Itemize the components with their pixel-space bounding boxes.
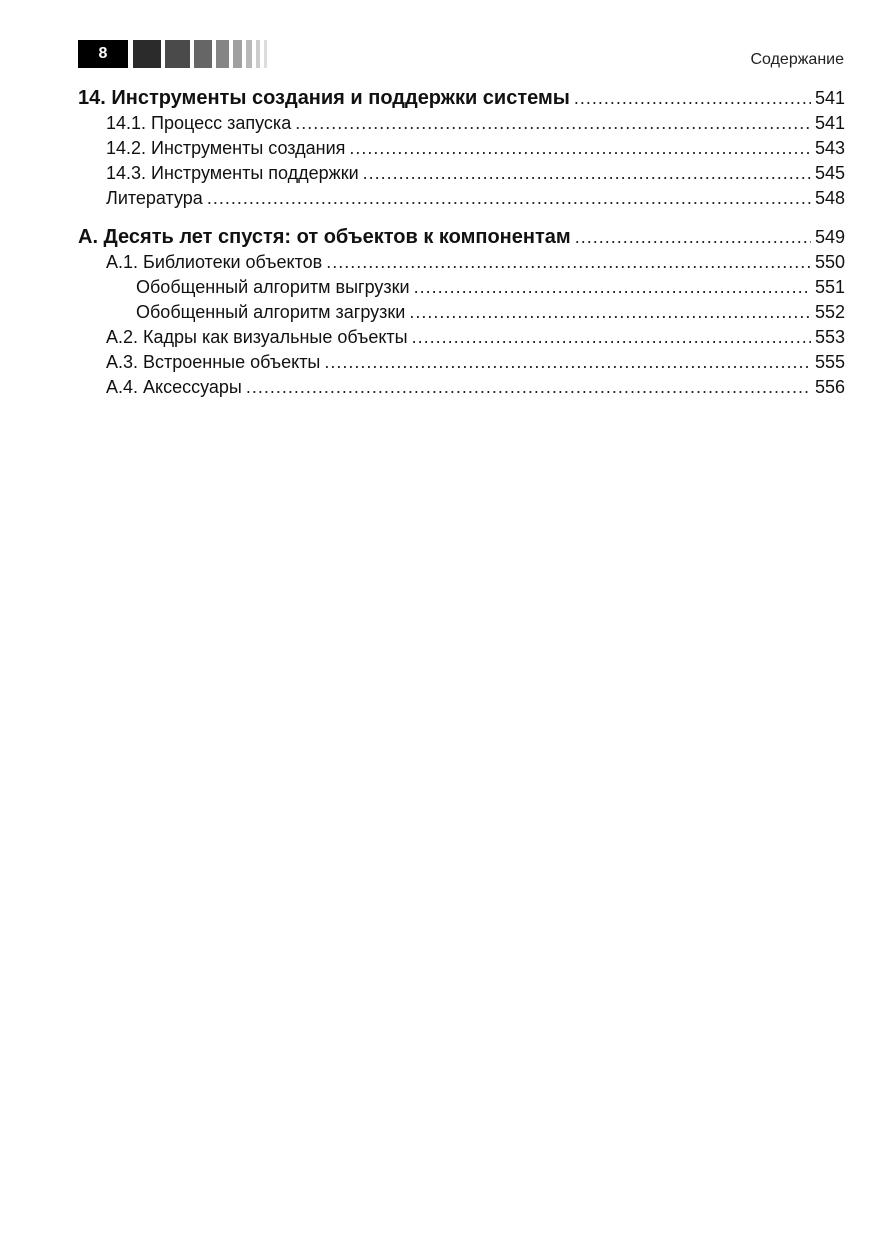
toc-entry	[78, 350, 845, 375]
toc-entry-title: 14.2. Инструменты создания	[106, 138, 346, 158]
toc-entry	[78, 375, 845, 400]
toc-entry-title: А.2. Кадры как визуальные объекты	[106, 327, 408, 347]
dot-leader	[414, 275, 811, 300]
toc-entry-title: Обобщенный алгоритм загрузки	[136, 302, 406, 322]
dot-leader	[246, 375, 811, 400]
toc-entry-title: 14.1. Процесс запуска	[106, 113, 292, 133]
dot-leader	[409, 300, 811, 325]
toc-entry-title: 14.3. Инструменты поддержки	[106, 163, 359, 183]
toc-entry-title: Литература	[106, 188, 203, 208]
dot-leader	[207, 186, 811, 211]
toc-entry-title: А.4. Аксессуары	[106, 377, 242, 397]
dot-leader	[574, 86, 811, 111]
toc-entry-page: 541	[814, 113, 845, 133]
dot-leader	[575, 225, 811, 250]
toc-entry	[78, 111, 845, 136]
toc-entry	[78, 325, 845, 350]
page-number: 8	[78, 40, 128, 68]
toc-entry-page: 543	[814, 138, 845, 158]
toc-entry-page: 551	[814, 277, 845, 297]
toc-entry-page: 556	[814, 377, 845, 397]
toc-entry-title: А. Десять лет спустя: от объектов к компонентам	[78, 226, 571, 248]
toc-entry	[78, 186, 845, 211]
toc-entry	[78, 275, 845, 300]
toc-entry-page: 548	[814, 188, 845, 208]
dot-leader	[295, 111, 811, 136]
toc-entry-title: Обобщенный алгоритм выгрузки	[136, 277, 410, 297]
toc-entry-title: А.3. Встроенные объекты	[106, 352, 321, 372]
toc-entry-page: 552	[814, 302, 845, 322]
dot-leader	[324, 350, 811, 375]
table-of-contents	[78, 86, 845, 400]
toc-entry	[78, 300, 845, 325]
toc-entry-page: 549	[814, 227, 845, 247]
toc-entry-page: 541	[814, 88, 845, 108]
toc-entry-page: 545	[814, 163, 845, 183]
toc-entry-title: 14. Инструменты создания и поддержки системы	[78, 87, 570, 109]
dot-leader	[326, 250, 811, 275]
toc-entry	[78, 225, 845, 250]
toc-entry-page: 555	[814, 352, 845, 372]
running-head: Содержание	[750, 51, 844, 68]
toc-entry	[78, 161, 845, 186]
dot-leader	[412, 325, 811, 350]
toc-entry	[78, 250, 845, 275]
page-header	[0, 0, 875, 80]
toc-entry-page: 553	[814, 327, 845, 347]
toc-entry-page: 550	[814, 252, 845, 272]
toc-entry-title: А.1. Библиотеки объектов	[106, 252, 323, 272]
dot-leader	[363, 161, 811, 186]
toc-entry	[78, 86, 845, 111]
dot-leader	[349, 136, 811, 161]
toc-entry	[78, 136, 845, 161]
